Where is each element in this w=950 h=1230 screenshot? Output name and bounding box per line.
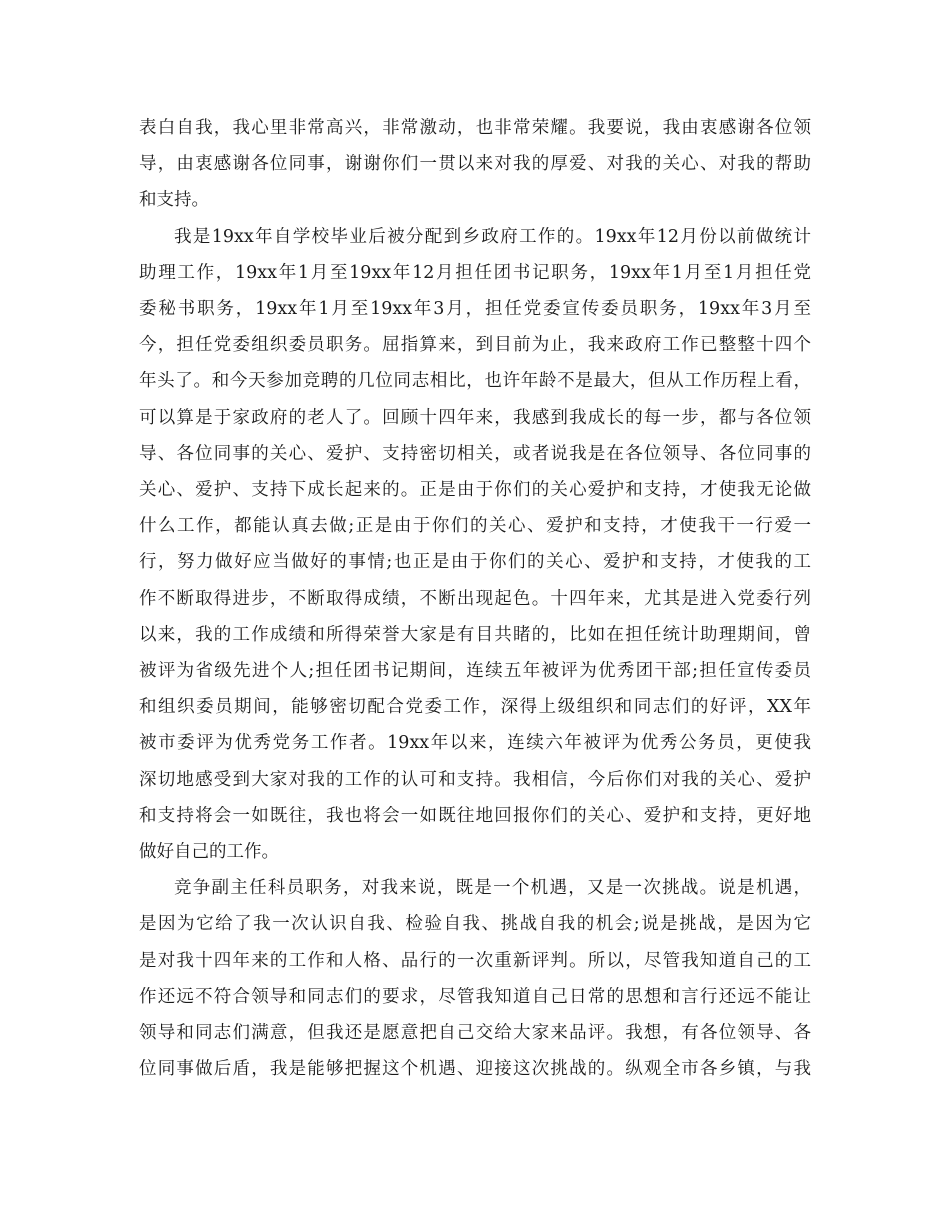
text-line: 和支持。 — [139, 190, 209, 211]
paragraph — [139, 870, 811, 1087]
text-line: 和支持将会一如既往，我也将会一如既往地回报你们的关心、爱护和支持，更好地 — [139, 805, 811, 826]
text-line: 行，努力做好应当做好的事情;也正是由于你们的关心、爱护和支持，才使我的工 — [139, 552, 811, 573]
text-line: 以来，我的工作成绩和所得荣誉大家是有目共睹的，比如在担任统计助理期间，曾 — [139, 624, 811, 645]
text-line: 作不断取得进步，不断取得成绩，不断出现起色。十四年来，尤其是进入党委行列 — [139, 588, 811, 609]
paragraph — [139, 219, 811, 871]
text-line: 做好自己的工作。 — [139, 842, 279, 863]
text-line: 年头了。和今天参加竞聘的几位同志相比，也许年龄不是最大，但从工作历程上看， — [139, 371, 811, 392]
text-line: 是对我十四年来的工作和人格、品行的一次重新评判。所以，尽管我知道自己的工 — [139, 950, 811, 971]
text-line: 被评为省级先进个人;担任团书记期间，连续五年被评为优秀团干部;担任宣传委员 — [139, 661, 811, 682]
paragraph — [139, 110, 811, 219]
text-line: 今，担任党委组织委员职务。屈指算来，到目前为止，我来政府工作已整整十四个 — [139, 335, 811, 356]
text-line: 导，由衷感谢各位同事，谢谢你们一贯以来对我的厚爱、对我的关心、对我的帮助 — [139, 154, 811, 175]
text-line: 作还远不符合领导和同志们的要求，尽管我知道自己日常的思想和言行还远不能让 — [139, 986, 811, 1007]
text-line: 和组织委员期间，能够密切配合党委工作，深得上级组织和同志们的好评，XX年 — [139, 697, 811, 718]
text-line: 是因为它给了我一次认识自我、检验自我、挑战自我的机会;说是挑战，是因为它 — [139, 914, 811, 935]
text-line: 被市委评为优秀党务工作者。19xx年以来，连续六年被评为优秀公务员，更使我 — [139, 733, 811, 754]
text-line: 位同事做后盾，我是能够把握这个机遇、迎接这次挑战的。纵观全市各乡镇，与我 — [139, 1059, 811, 1080]
text-line: 什么工作，都能认真去做;正是由于你们的关心、爱护和支持，才使我干一行爱一 — [139, 516, 811, 537]
text-line: 领导和同志们满意，但我还是愿意把自己交给大家来品评。我想，有各位领导、各 — [139, 1023, 811, 1044]
text-line: 深切地感受到大家对我的工作的认可和支持。我相信，今后你们对我的关心、爱护 — [139, 769, 811, 790]
text-line: 我是19xx年自学校毕业后被分配到乡政府工作的。19xx年12月份以前做统计 — [174, 226, 811, 247]
text-line: 竞争副主任科员职务，对我来说，既是一个机遇，又是一次挑战。说是机遇， — [174, 878, 811, 899]
document-body — [139, 110, 811, 1087]
text-line: 助理工作，19xx年1月至19xx年12月担任团书记职务，19xx年1月至1月担任党 — [139, 262, 811, 283]
text-line: 可以算是于家政府的老人了。回顾十四年来，我感到我成长的每一步，都与各位领 — [139, 407, 811, 428]
text-line: 表白自我，我心里非常高兴，非常激动，也非常荣耀。我要说，我由衷感谢各位领 — [139, 118, 811, 138]
text-line: 委秘书职务，19xx年1月至19xx年3月，担任党委宣传委员职务，19xx年3月至 — [139, 299, 811, 320]
text-line: 导、各位同事的关心、爱护、支持密切相关，或者说我是在各位领导、各位同事的 — [139, 443, 811, 464]
text-line: 关心、爱护、支持下成长起来的。正是由于你们的关心爱护和支持，才使我无论做 — [139, 480, 811, 501]
